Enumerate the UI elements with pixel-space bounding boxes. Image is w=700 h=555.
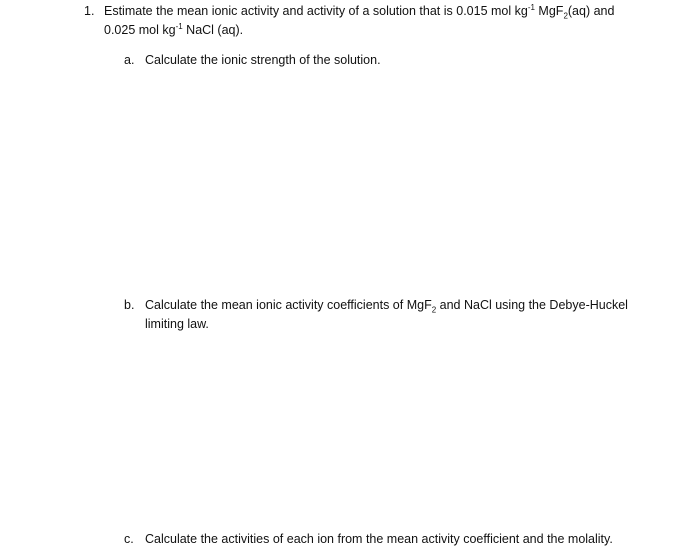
part-b-text-start: Calculate the mean ionic activity coefficients of MgF — [145, 298, 432, 312]
question-text — [104, 2, 664, 40]
part-c-text: Calculate the activities of each ion from the mean activity coefficient and the molality. — [145, 532, 613, 546]
part-b-text — [145, 296, 665, 334]
question-line1-subscript: 2 — [563, 11, 568, 21]
part-c-label: c. — [124, 532, 134, 546]
question-line1-end: (aq) and — [567, 4, 615, 18]
question-line2-compound: NaCl (aq). — [182, 23, 244, 37]
part-b-text-end: and NaCl using the Debye-Huckel — [436, 298, 628, 312]
part-a-text: Calculate the ionic strength of the solution. — [145, 53, 381, 67]
question-line1-compound: MgF — [534, 4, 564, 18]
part-a-label: a. — [124, 53, 135, 67]
question-line2-exponent: -1 — [175, 21, 183, 31]
part-b-text-line2: limiting law. — [145, 317, 209, 331]
question-line1-exponent: -1 — [527, 2, 535, 12]
question-number: 1. — [84, 4, 95, 18]
question-line1-text: Estimate the mean ionic activity and activity of a solution that is 0.015 mol kg — [104, 4, 528, 18]
part-b-label: b. — [124, 298, 135, 312]
question-line2-text: 0.025 mol kg — [104, 23, 176, 37]
part-b-subscript: 2 — [431, 305, 437, 315]
